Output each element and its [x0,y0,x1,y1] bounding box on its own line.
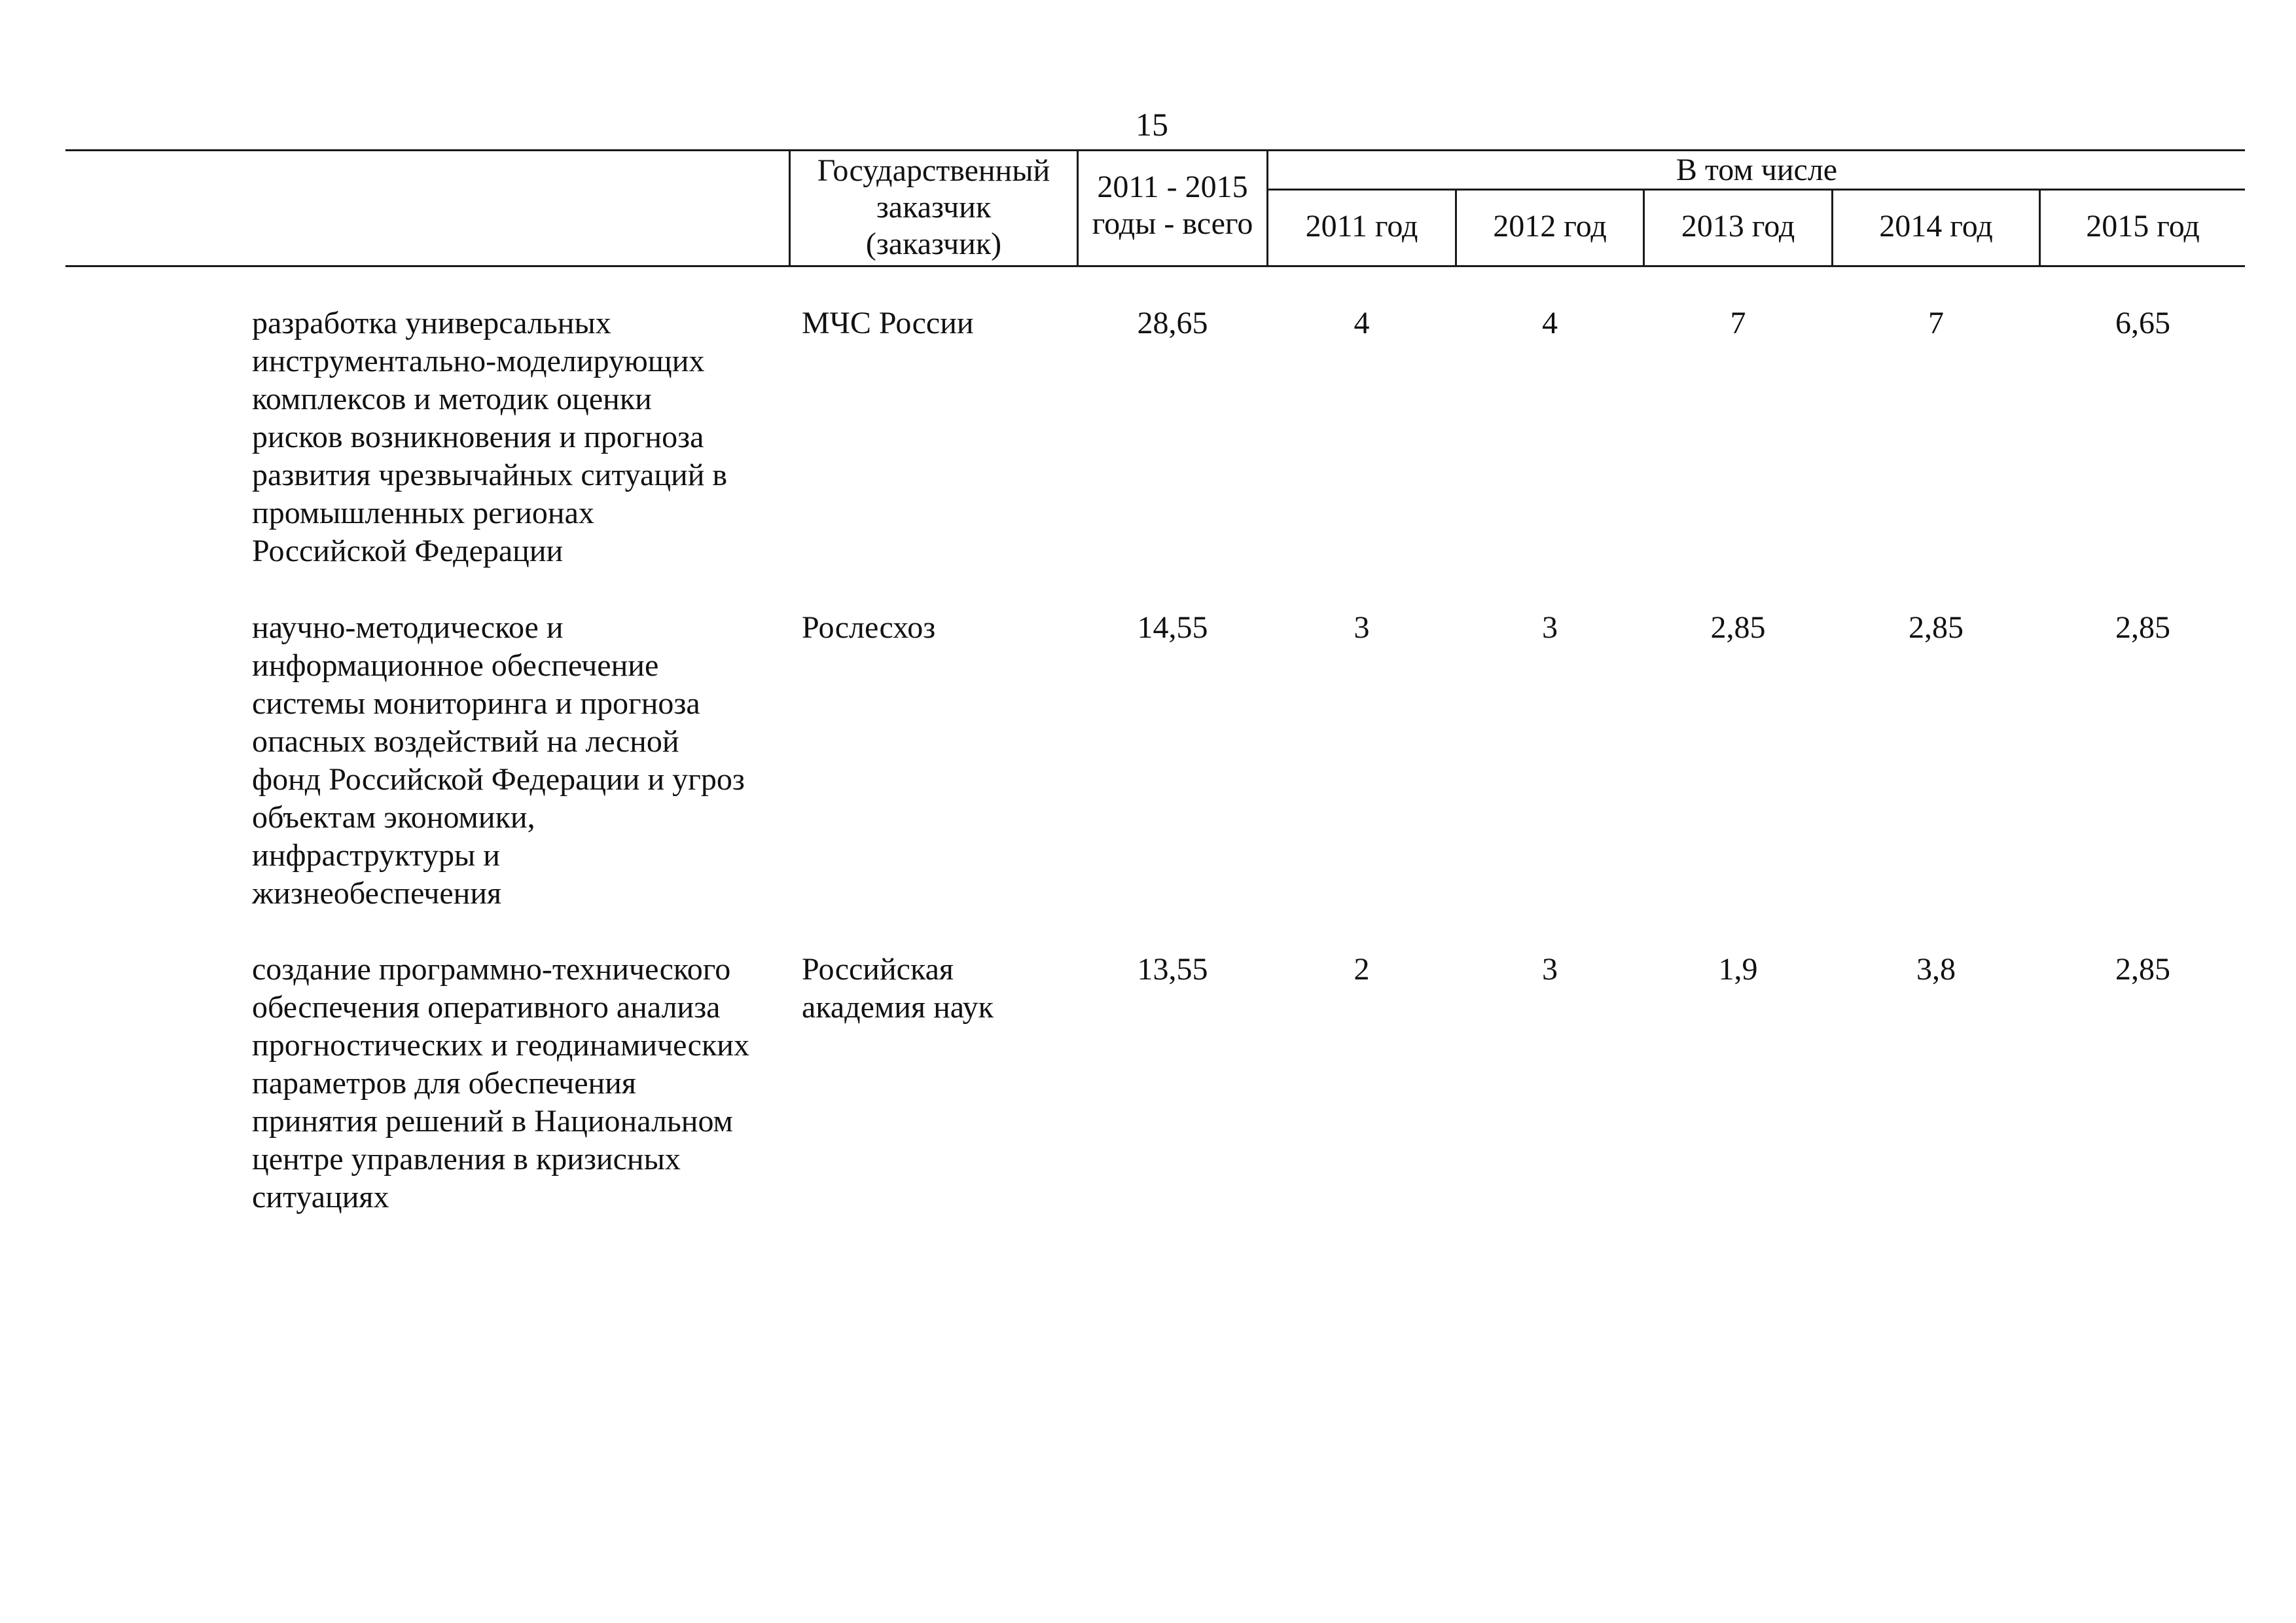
table-row-value-2011: 2 [1354,952,1370,987]
description-line: опасных воздействий на лесной [252,724,679,759]
table-row-value-2013: 1,9 [1718,952,1758,987]
table-row-description [252,304,776,570]
customer-line: Рослесхоз [802,610,936,645]
header-total [1079,169,1266,242]
table-top-rule [65,149,2245,151]
header-total-line: 2011 - 2015 [1097,170,1248,204]
description-line: центре управления в кризисных [252,1142,681,1176]
header-customer-line: (заказчик) [865,227,1002,261]
customer-line: Российская [802,952,954,987]
description-line: создание программно-технического [252,952,731,987]
description-line: фонд Российской Федерации и угроз [252,762,745,797]
description-line: жизнеобеспечения [252,876,502,911]
table-row-value-2015: 6,65 [2115,306,2170,340]
table-row-value-2011: 3 [1354,610,1370,645]
table-row-value-2014: 3,8 [1916,952,1956,987]
header-year-2015: 2015 год [2086,209,2200,244]
table-row-value-2012: 3 [1542,952,1558,987]
table-row-description [252,609,776,913]
description-line: системы мониторинга и прогноза [252,686,700,721]
description-line: принятия решений в Национальном [252,1104,733,1139]
table-row-total: 13,55 [1137,952,1208,987]
table-row-value-2013: 2,85 [1710,610,1766,645]
description-line: обеспечения оперативного анализа [252,990,721,1025]
description-line: комплексов и методик оценки [252,382,652,416]
description-line: научно-методическое и [252,610,564,645]
description-line: объектам экономики, [252,800,535,835]
description-line: промышленных регионах [252,496,594,530]
table-row-value-2015: 2,85 [2115,610,2170,645]
header-year-2013: 2013 год [1681,209,1795,244]
description-line: Российской Федерации [252,534,564,568]
description-line: рисков возникновения и прогноза [252,420,704,454]
header-customer-line: заказчик [876,190,992,225]
customer-line: МЧС России [802,306,974,340]
header-bottom-rule [65,265,2245,267]
table-row-value-2015: 2,85 [2115,952,2170,987]
header-customer-line: Государственный [817,153,1050,188]
description-line: ситуациях [252,1180,389,1214]
group-header-rule [1266,189,2245,191]
description-line: инструментально-моделирующих [252,344,705,378]
table-row-value-2013: 7 [1730,306,1746,340]
table-row-customer [802,304,1064,342]
table-row-description [252,951,776,1216]
description-line: информационное обеспечение [252,648,659,683]
header-year-2014: 2014 год [1879,209,1993,244]
header-year-2011: 2011 год [1305,209,1418,244]
header-customer [791,153,1077,263]
table-row-total: 28,65 [1137,306,1208,340]
description-line: развития чрезвычайных ситуаций в [252,458,728,492]
header-total-line: годы - всего [1092,206,1253,241]
header-group-label: В том числе [1676,153,1838,187]
customer-line: академия наук [802,990,994,1025]
table-row-value-2011: 4 [1354,306,1370,340]
header-year-2012: 2012 год [1493,209,1607,244]
table-row-customer [802,951,1064,1027]
description-line: разработка универсальных [252,306,611,340]
table-row-value-2014: 7 [1928,306,1944,340]
table-row-value-2014: 2,85 [1909,610,1964,645]
table-row-value-2012: 3 [1542,610,1558,645]
description-line: прогностических и геодинамических [252,1028,749,1063]
table-row-customer [802,609,1064,647]
description-line: инфраструктуры и [252,838,500,873]
table-row-total: 14,55 [1137,610,1208,645]
table-row-value-2012: 4 [1542,306,1558,340]
page-number: 15 [1136,106,1168,143]
description-line: параметров для обеспечения [252,1066,636,1101]
